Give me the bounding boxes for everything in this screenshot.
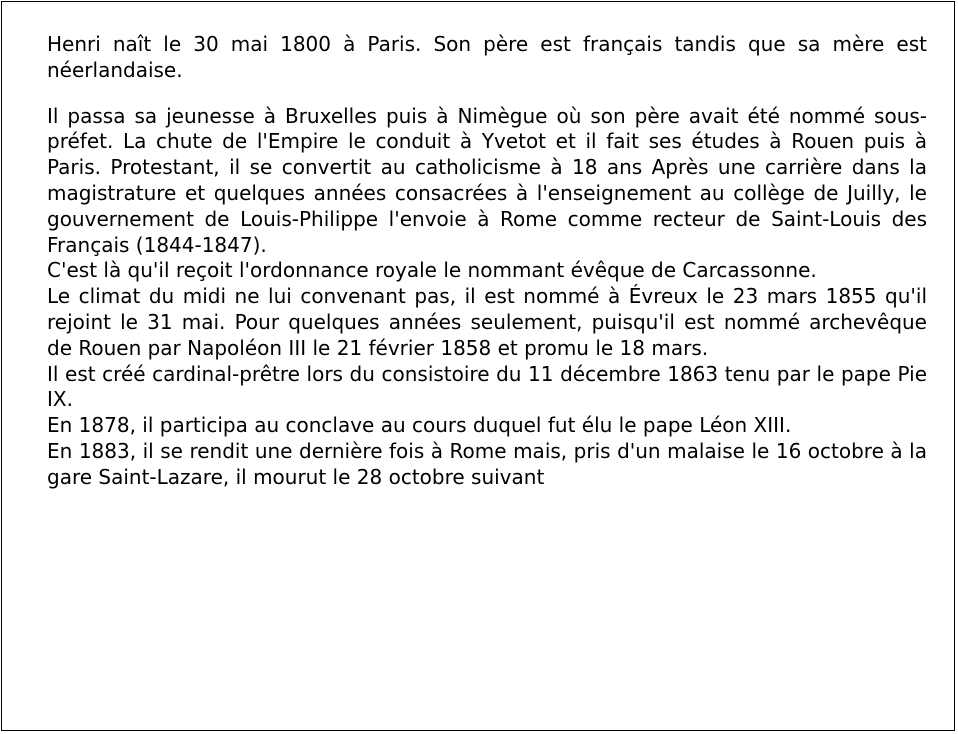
paragraph-birth: Henri naît le 30 mai 1800 à Paris. Son père est français tandis que sa mère est néerlandaise. [47,32,927,82]
paragraph-evreux-rouen: Le climat du midi ne lui convenant pas, il est nommé à Évreux le 23 mars 1855 qu'il rejoint le 31 mai. Pour quelques années seulement, puisqu'il est nommé archevêque de Rouen par Napoléon III le 21 février 1858 et promu le 18 mars. [47,284,927,360]
page-frame [1,1,955,731]
text-block [47,32,927,491]
paragraph-youth: Il passa sa jeunesse à Bruxelles puis à Nimègue où son père avait été nommé sous-préfet. La chute de l'Empire le conduit à Yvetot et il fait ses études à Rouen puis à Paris. Protestant, il se convertit au catholicisme à 18 ans Après une carrière dans la magistrature et quelques années consacrées à l'enseignement au collège de Juilly, le gouvernement de Louis-Philippe l'envoie à Rome comme recteur de Saint-Louis des Français (1844-1847). [47,103,927,257]
paragraph-conclave: En 1878, il participa au conclave au cours duquel fut élu le pape Léon XIII. [47,413,792,438]
paragraph-death: En 1883, il se rendit une dernière fois à Rome mais, pris d'un malaise le 16 octobre à la gare Saint-Lazare, il mourut le 28 octobre suivant [47,438,927,489]
paragraph-cardinal: Il est créé cardinal-prêtre lors du consistoire du 11 décembre 1863 tenu par le pape Pie IX. [47,361,927,412]
paragraph-carcassonne: C'est là qu'il reçoit l'ordonnance royale le nommant évêque de Carcassonne. [47,258,817,283]
